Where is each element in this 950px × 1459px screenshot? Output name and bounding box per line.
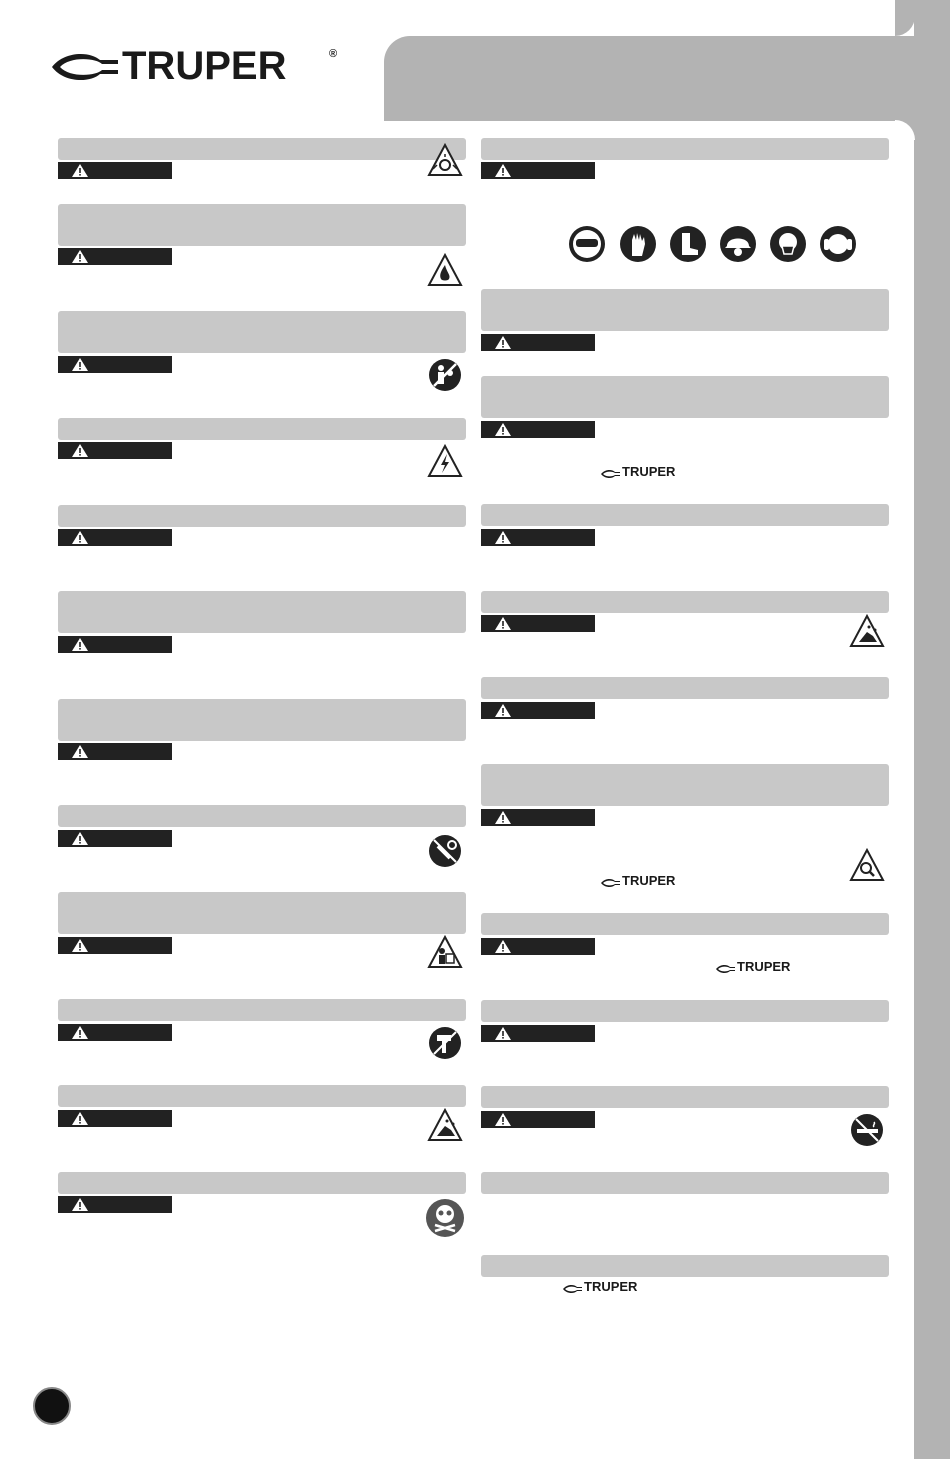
section-bar xyxy=(481,289,889,331)
read-manual-icon xyxy=(427,935,463,969)
truper-mini-logo: TRUPER xyxy=(600,876,700,888)
warning-tag xyxy=(58,830,172,847)
warning-tag xyxy=(481,334,595,351)
ear-protection-icon xyxy=(820,226,856,262)
flying-debris-icon xyxy=(849,614,885,648)
section-bar xyxy=(58,1085,466,1107)
boots-icon xyxy=(670,226,706,262)
warning-tag xyxy=(481,702,595,719)
section-bar xyxy=(481,1086,889,1108)
section-bar xyxy=(58,1172,466,1194)
safety-goggles-icon xyxy=(569,226,605,262)
warning-tag xyxy=(58,636,172,653)
section-bar xyxy=(481,504,889,526)
warning-tag xyxy=(481,421,595,438)
respirator-icon xyxy=(770,226,806,262)
warning-tag xyxy=(58,248,172,265)
fire-hazard-icon xyxy=(427,253,463,287)
warning-tag xyxy=(481,1111,595,1128)
eye-protection-icon xyxy=(427,143,463,177)
electric-shock-icon xyxy=(427,444,463,478)
truper-mini-logo: TRUPER xyxy=(562,1282,662,1294)
inspect-magnifier-icon xyxy=(849,848,885,882)
truper-logo-mark xyxy=(50,48,120,86)
section-bar xyxy=(481,764,889,806)
section-bar xyxy=(481,591,889,613)
section-bar xyxy=(58,892,466,934)
helmet-icon xyxy=(720,226,756,262)
section-bar xyxy=(58,204,466,246)
section-bar xyxy=(58,418,466,440)
warning-tag xyxy=(58,1024,172,1041)
right-margin-band xyxy=(914,0,950,1459)
warning-tag xyxy=(481,809,595,826)
section-bar xyxy=(58,805,466,827)
section-bar xyxy=(481,677,889,699)
warning-tag xyxy=(58,529,172,546)
warning-tag xyxy=(481,1025,595,1042)
header-panel xyxy=(384,36,915,121)
warning-tag xyxy=(58,356,172,373)
section-bar xyxy=(58,138,466,160)
keep-bystanders-away-icon xyxy=(428,358,462,392)
warning-tag xyxy=(481,938,595,955)
section-bar xyxy=(481,138,889,160)
gloves-icon xyxy=(620,226,656,262)
truper-mini-logo: TRUPER xyxy=(715,962,815,974)
toxic-skull-icon xyxy=(425,1198,465,1238)
logo-wordmark: TRUPER xyxy=(122,44,287,88)
warning-tag xyxy=(58,1196,172,1213)
section-bar xyxy=(58,699,466,741)
warning-tag xyxy=(481,529,595,546)
no-tools-icon xyxy=(428,834,462,868)
section-bar xyxy=(481,1255,889,1277)
logo-registered: ® xyxy=(329,48,338,60)
truper-logo xyxy=(50,44,340,88)
section-bar xyxy=(481,376,889,418)
warning-tag xyxy=(481,615,595,632)
warning-tag xyxy=(58,937,172,954)
no-drill-icon xyxy=(428,1026,462,1060)
section-bar xyxy=(58,505,466,527)
flying-debris-icon xyxy=(427,1108,463,1142)
section-bar xyxy=(481,1000,889,1022)
truper-mini-logo: TRUPER xyxy=(600,467,700,479)
warning-tag xyxy=(58,162,172,179)
no-smoking-icon xyxy=(850,1113,884,1147)
section-bar xyxy=(481,913,889,935)
section-bar xyxy=(58,999,466,1021)
page-number-badge xyxy=(33,1387,71,1425)
warning-tag xyxy=(58,1110,172,1127)
section-bar xyxy=(58,311,466,353)
section-bar xyxy=(481,1172,889,1194)
warning-tag xyxy=(481,162,595,179)
section-bar xyxy=(58,591,466,633)
warning-tag xyxy=(58,743,172,760)
warning-tag xyxy=(58,442,172,459)
top-corner xyxy=(895,0,915,36)
